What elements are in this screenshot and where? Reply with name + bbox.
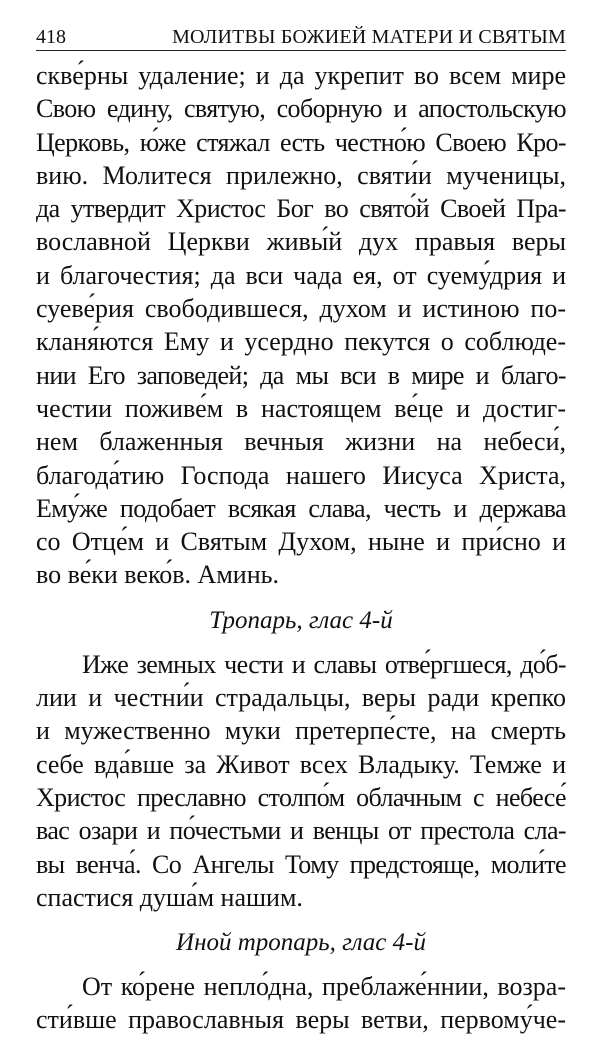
text-line: и благочестия; да вси чада ея, от суему́дрия и <box>36 260 566 290</box>
text-line: лии и честни́и страдальцы, веры ради крепко <box>36 683 566 713</box>
text-line: сти́вше православныя веры ветви, первому́че- <box>36 1005 566 1035</box>
text-line: кланя́ются Ему и усердно пекутся о соблюде- <box>36 327 566 357</box>
text-line: вию. Молитеся прилежно, святи́и мученицы, <box>36 160 566 190</box>
text-line: Иже земных чести и славы отве́ргшеся, до́б- <box>82 649 566 679</box>
section-heading: Тропарь, глас 4-й <box>209 606 393 634</box>
text-line: со Отце́м и Святым Духом, ныне и при́сно и <box>36 527 566 557</box>
text-line: Христос преславно столпо́м облачным с небесе́ <box>36 782 566 812</box>
section-heading: Иной тропарь, глас 4-й <box>176 929 426 957</box>
text-line: нии Его заповедей; да мы вси в мире и благо- <box>36 360 566 390</box>
text-line: да утвердит Христос Бог во свято́й Своей Пра- <box>36 194 566 224</box>
troparion-section <box>36 604 566 914</box>
text-line: вас озари и по́честьми и венцы от престола сла- <box>36 816 566 846</box>
text-line: спастися душа́м нашим. <box>36 882 303 912</box>
text-line: Свою едину, святую, соборную и апостольскую <box>36 94 566 124</box>
text-line: честии поживе́м в настоящем ве́це и достиг- <box>36 393 566 423</box>
text-line: благода́тию Господа нашего Иисуса Христа, <box>36 460 566 490</box>
page-number: 418 <box>36 26 66 48</box>
text-line: От ко́рене непло́дна, преблаже́ннии, возра- <box>82 972 566 1002</box>
running-head <box>36 24 566 51</box>
running-head-title: МОЛИТВЫ БОЖИЕЙ МАТЕРИ И СВЯТЫМ <box>172 26 566 48</box>
prayer-continuation <box>36 59 566 592</box>
page-body <box>36 59 566 1037</box>
text-line: Ему́же подобает всякая слава, честь и держава <box>36 493 566 523</box>
text-line: вославной Церкви живы́й дух правыя веры <box>36 227 566 257</box>
text-line: суеве́рия свободившеся, духом и истиною по- <box>36 294 566 324</box>
text-line: и мужественно муки претерпе́сте, на смерть <box>36 716 566 746</box>
text-line: нем блаженныя вечныя жизни на небеси́, <box>36 427 566 457</box>
text-line: себе вда́вше за Живот всех Владыку. Темже и <box>36 749 566 779</box>
text-line: вы венча́. Со Ангелы Тому предстояще, моли́те <box>36 849 566 879</box>
troparion-section <box>36 926 566 1037</box>
text-line: Церковь, ю́же стяжал есть честно́ю Своею Кро- <box>36 127 566 157</box>
text-line: во ве́ки веко́в. Аминь. <box>36 560 279 590</box>
text-line: скве́рны удаление; и да укрепит во всем мире <box>36 61 566 90</box>
